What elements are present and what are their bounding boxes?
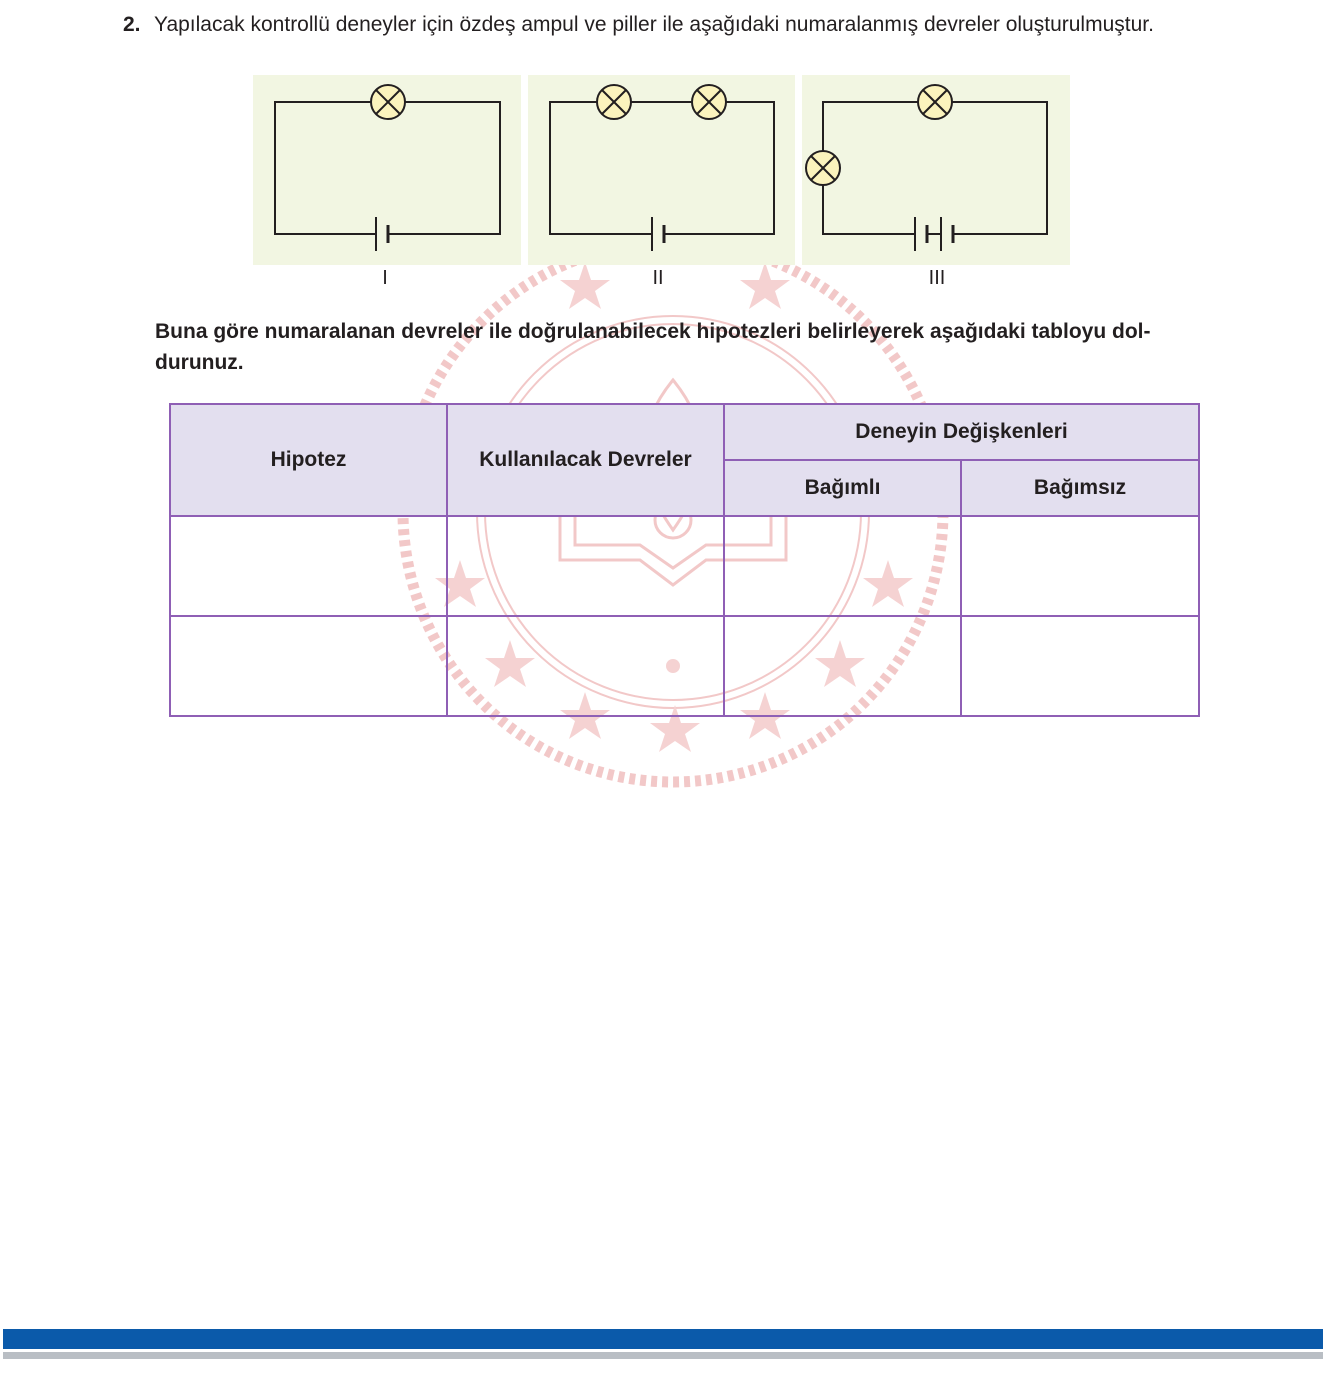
instruction-line-1: Buna göre numaralanan devreler ile doğrulanabilecek hipotezleri belirleyerek aşağıdaki tabloyu dol- — [155, 320, 1151, 343]
header-hypothesis: Hipotez — [170, 404, 447, 516]
header-dependent: Bağımlı — [724, 460, 961, 516]
circuits-used-cell[interactable] — [447, 616, 724, 716]
header-variables: Deneyin Değişkenleri — [724, 404, 1199, 460]
bulb-icon — [371, 85, 405, 119]
hypothesis-cell[interactable] — [170, 516, 447, 616]
independent-cell[interactable] — [961, 616, 1199, 716]
footer-rule — [3, 1352, 1323, 1359]
circuits-used-cell[interactable] — [447, 516, 724, 616]
hypothesis-table — [169, 403, 1200, 717]
circuit-3-label: III — [928, 267, 946, 289]
circuit-2-label: II — [652, 267, 664, 289]
table-row — [170, 616, 1199, 716]
bulb-icon — [692, 85, 726, 119]
header-circuits-used: Kullanılacak Devreler — [447, 404, 724, 516]
bulb-icon — [597, 85, 631, 119]
circuit-3 — [802, 75, 1070, 265]
dependent-cell[interactable] — [724, 516, 961, 616]
circuit-2 — [528, 75, 795, 265]
header-independent: Bağımsız — [961, 460, 1199, 516]
circuit-1 — [253, 75, 521, 265]
footer-bar — [3, 1329, 1323, 1349]
hypothesis-cell[interactable] — [170, 616, 447, 716]
bulb-icon — [806, 151, 840, 185]
circuit-1-label: I — [382, 267, 388, 289]
table-row — [170, 516, 1199, 616]
independent-cell[interactable] — [961, 516, 1199, 616]
circuit-diagrams — [0, 0, 1323, 300]
dependent-cell[interactable] — [724, 616, 961, 716]
bulb-icon — [918, 85, 952, 119]
instruction-line-2: durunuz. — [155, 351, 244, 374]
instruction — [155, 316, 1220, 378]
question-text: Yapılacak kontrollü deneyler için özdeş ampul ve piller ile aşağıdaki numaralanmış devreler oluşturulmuştur. — [154, 13, 1154, 36]
circuit-2-panel — [528, 75, 795, 265]
question-number: 2. — [123, 13, 141, 36]
